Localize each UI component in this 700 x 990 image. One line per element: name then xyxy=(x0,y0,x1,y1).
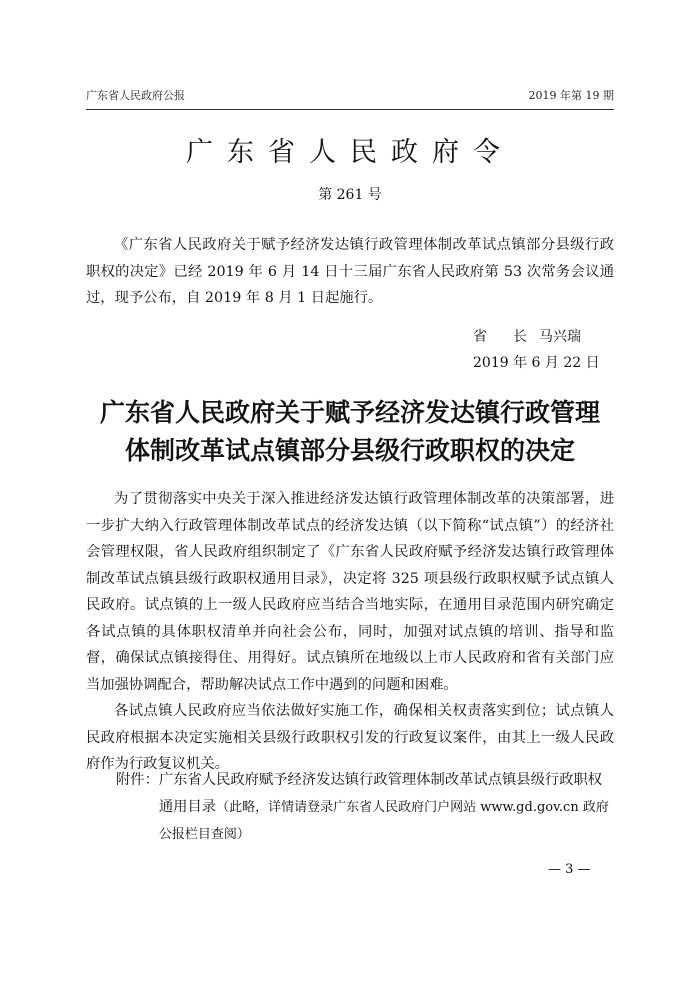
signature-block xyxy=(473,324,600,376)
issue-number: 2019 年第 19 期 xyxy=(528,89,614,102)
attachment-label: 附件： xyxy=(116,772,159,788)
decision-paragraph: 为了贯彻落实中央关于深入推进经济发达镇行政管理体制改革的决策部署，进一步扩大纳入行政管理体制改革试点的经济发达镇（以下简称“试点镇”）的经济社会管理权限，省人民政府组织制定了《广东省人民政府赋予经济发达镇行政管理体制改革试点镇县级行政职权通用目录》，决定将 325 项县级行政职权赋予试点镇人民政府。试点镇的上一级人民政府应当结合当地实际，在通用目录范围内研究确定各试点镇的具体职权清单并向社会公布，同时，加强对试点镇的培训、指导和监督，确保试点镇接得住、用得好。试点镇所在地级以上市人民政府和省有关部门应当加强协调配合，帮助解决试点工作中遇到的问题和困难。 xyxy=(86,491,614,693)
attachment-title: 广东省人民政府赋予经济发达镇行政管理体制改革试点镇县级行政职权通用目录 xyxy=(158,772,603,815)
gazette-name: 广东省人民政府公报 xyxy=(86,89,185,102)
signatory-line xyxy=(473,324,600,350)
attachment-block xyxy=(116,767,614,849)
decision-body xyxy=(86,486,614,778)
decision-title xyxy=(60,394,640,470)
decision-title-line-1: 广东省人民政府关于赋予经济发达镇行政管理 xyxy=(99,398,600,427)
decision-title-line-2: 体制改革试点镇部分县级行政职权的决定 xyxy=(124,436,575,465)
page-number: — 3 — xyxy=(548,862,591,877)
signatory-title-char-1: 省 xyxy=(473,329,487,345)
decision-paragraph: 各试点镇人民政府应当依法做好实施工作，确保相关权责落实到位；试点镇人民政府根据本决定实施相关县级行政职权引发的行政复议案件，由其上一级人民政府作为行政复议机关。 xyxy=(86,703,614,772)
promulgation-text: 《广东省人民政府关于赋予经济发达镇行政管理体制改革试点镇部分县级行政职权的决定》已经 2019 年 6 月 14 日十三届广东省人民政府第 53 次常务会议通过，现予公布，自 2019 年 8 月 1 日起施行。 xyxy=(86,237,614,306)
signatory-name: 马兴瑞 xyxy=(539,329,581,345)
running-header xyxy=(86,87,614,110)
order-title: 广东省人民政府令 xyxy=(186,137,514,168)
order-number: 第 261 号 xyxy=(318,187,382,203)
attachment-note: （此略，详情请登录广东省人民政府门户网站 www.gd.gov.cn 政府公报栏目查阅） xyxy=(158,799,609,842)
signatory-title-char-2: 长 xyxy=(513,329,527,345)
signature-date: 2019 年 6 月 22 日 xyxy=(473,355,600,371)
attachment-content xyxy=(159,767,614,849)
